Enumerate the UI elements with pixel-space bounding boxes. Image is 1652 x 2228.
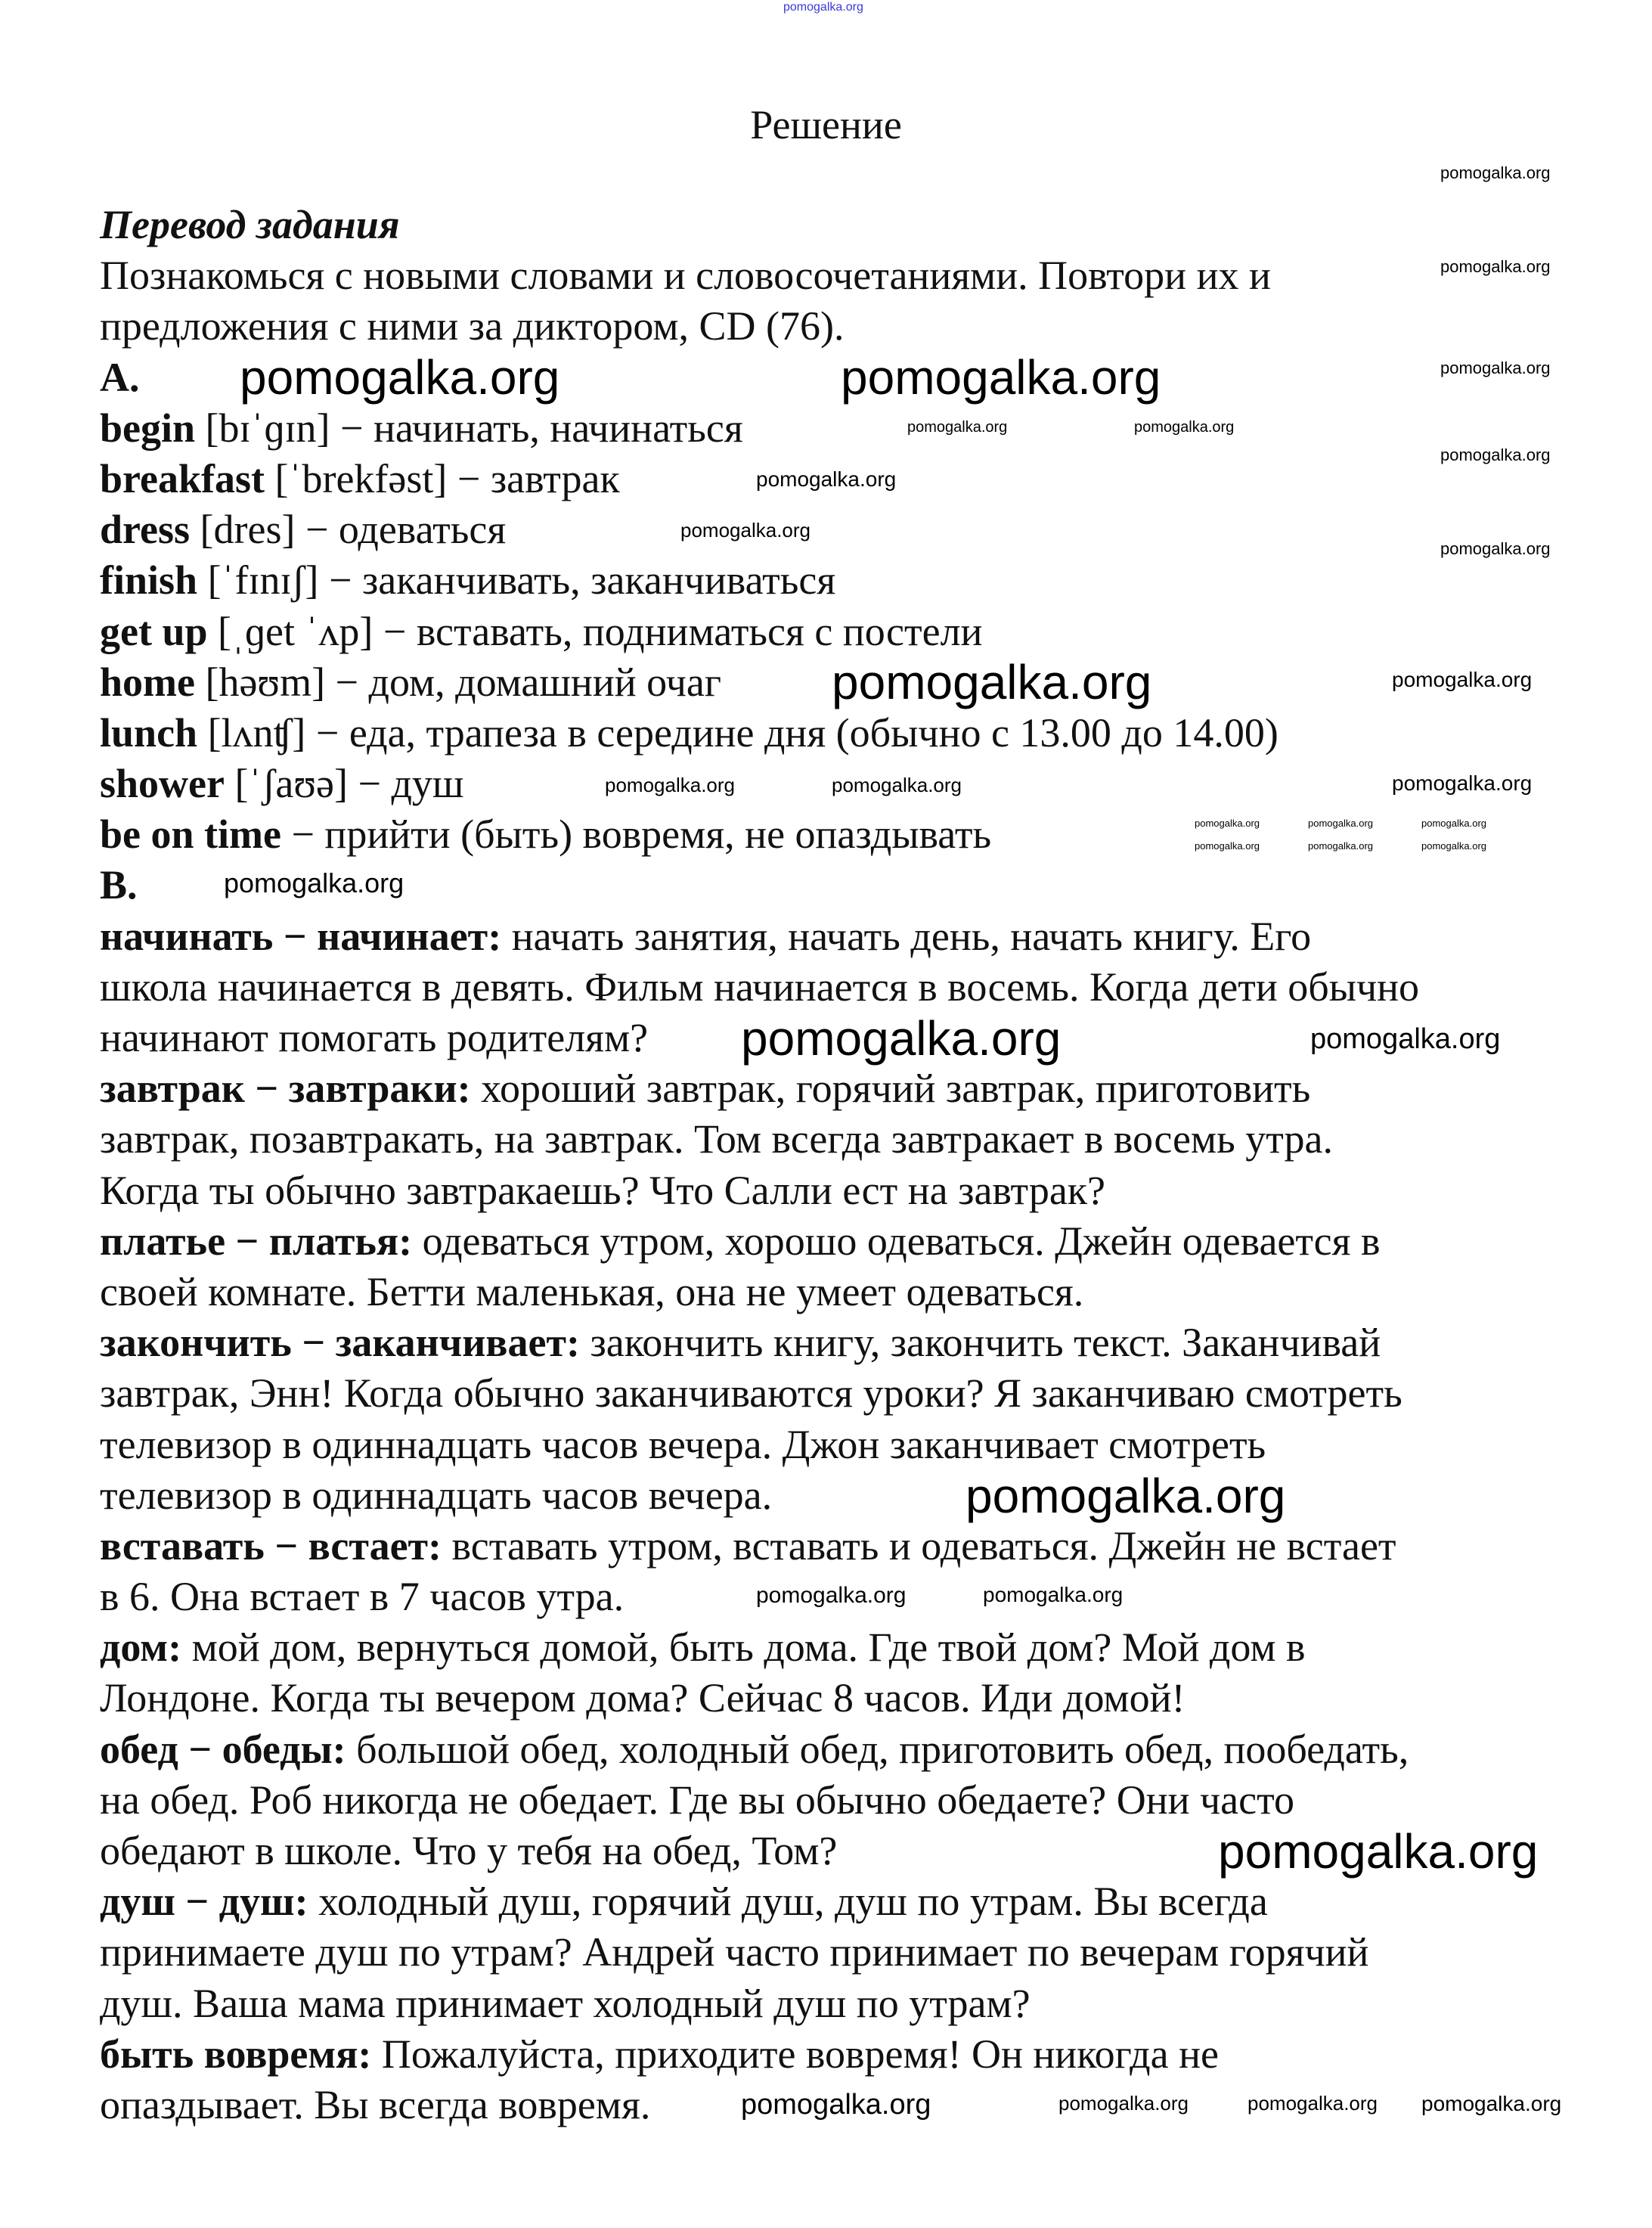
bold-term: A. (100, 354, 140, 400)
text-segment: Познакомься с новыми словами и словосочетаниями. Повтори их и (100, 253, 1271, 299)
text-segment: завтрак, Энн! Когда обычно заканчиваются уроки? Я заканчиваю смотреть (100, 1370, 1402, 1417)
text-segment: своей комнате. Бетти маленькая, она не умеет одеваться. (100, 1268, 1084, 1314)
bold-term: lunch (100, 709, 198, 756)
bold-term: get up (100, 608, 208, 654)
watermark: pomogalka.org (1421, 2092, 1562, 2115)
text-segment: вставать утром, вставать и одеваться. Джейн не встает (442, 1522, 1396, 1569)
watermark: pomogalka.org (1440, 358, 1551, 377)
text-segment: одеваться утром, хорошо одеваться. Джейн одевается в (412, 1218, 1381, 1264)
watermark: pomogalka.org (907, 419, 1008, 436)
watermark: pomogalka.org (1308, 818, 1373, 829)
bold-term: обед − обеды: (100, 1726, 346, 1772)
watermark: pomogalka.org (1392, 771, 1533, 795)
watermark: pomogalka.org (741, 1011, 1062, 1066)
text-segment: на обед. Роб никогда не обедает. Где вы обычно обедаете? Они часто (100, 1777, 1294, 1823)
bold-term: душ − душ: (100, 1879, 308, 1925)
watermark: pomogalka.org (783, 1, 863, 14)
text-line (100, 1775, 1419, 1826)
watermark: pomogalka.org (983, 1583, 1124, 1606)
text-line (100, 1216, 1419, 1267)
watermark: pomogalka.org (841, 350, 1161, 405)
bold-term: завтрак − завтраки: (100, 1066, 471, 1112)
text-segment: Когда ты обычно завтракаешь? Что Салли ест на завтрак? (100, 1167, 1105, 1213)
text-segment: [dres] − одеваться (190, 507, 507, 553)
text-line (100, 1317, 1419, 1368)
text-segment: душ. Ваша мама принимает холодный душ по утрам? (100, 1980, 1031, 2026)
text-line (100, 607, 1419, 657)
watermark: pomogalka.org (680, 519, 811, 541)
watermark: pomogalka.org (1248, 2092, 1378, 2115)
bold-term: платье − платья: (100, 1218, 413, 1264)
text-line (100, 657, 1419, 708)
text-segment: Перевод задания (100, 202, 400, 247)
text-line (100, 708, 1419, 759)
text-line (100, 1267, 1419, 1317)
text-line (100, 301, 1419, 352)
bold-term: вставать − встает: (100, 1522, 442, 1569)
bold-term: home (100, 659, 195, 705)
text-line (100, 1876, 1419, 1927)
watermark: pomogalka.org (1308, 840, 1373, 852)
watermark: pomogalka.org (1440, 257, 1551, 276)
text-line (100, 1724, 1419, 1775)
text-line (100, 2029, 1419, 2080)
section-heading (100, 200, 1419, 250)
watermark: pomogalka.org (1440, 445, 1551, 464)
bold-term: finish (100, 557, 198, 604)
watermark: pomogalka.org (1392, 668, 1533, 691)
text-segment: Пожалуйста, приходите вовремя! Он никогда не (371, 2031, 1219, 2077)
text-segment: завтрак, позавтракать, на завтрак. Том всегда завтракает в восемь утра. (100, 1116, 1333, 1162)
text-segment: [həʊm] − дом, домашний очаг (194, 659, 721, 705)
text-line (100, 1978, 1419, 2029)
watermark: pomogalka.org (605, 774, 735, 796)
watermark: pomogalka.org (1440, 539, 1551, 558)
watermark: pomogalka.org (756, 467, 897, 491)
text-line (100, 1420, 1419, 1470)
text-segment: телевизор в одиннадцать часов вечера. Джон заканчивает смотреть (100, 1421, 1266, 1467)
text-segment: опаздывает. Вы всегда вовремя. (100, 2081, 651, 2127)
bold-term: начинать − начинает: (100, 913, 502, 959)
watermark: pomogalka.org (224, 867, 404, 898)
text-segment: − прийти (быть) вовремя, не опаздывать (280, 811, 992, 858)
text-segment: закончить книгу, закончить текст. Заканчивай (579, 1320, 1381, 1366)
text-line (100, 1927, 1419, 1978)
page-title: Решение (750, 102, 902, 147)
watermark: pomogalka.org (832, 774, 962, 796)
text-line (100, 1114, 1419, 1165)
text-segment: [ˈfɪnɪʃ] − заканчивать, заканчиваться (197, 557, 836, 604)
bold-term: быть вовремя: (100, 2031, 372, 2077)
text-segment: предложения с ними за диктором, CD (76). (100, 303, 845, 349)
text-segment: Лондоне. Когда ты вечером дома? Сейчас 8 часов. Иди домой! (100, 1675, 1186, 1721)
text-segment: хороший завтрак, горячий завтрак, приготовить (470, 1066, 1311, 1112)
watermark: pomogalka.org (240, 350, 560, 405)
bold-term: be on time (100, 811, 281, 858)
text-segment: обедают в школе. Что у тебя на обед, Том? (100, 1828, 838, 1873)
watermark: pomogalka.org (1310, 1023, 1501, 1055)
text-segment: [bɪˈɡɪn] − начинать, начинаться (195, 405, 743, 451)
bold-term: B. (100, 862, 138, 908)
bold-term: закончить − заканчивает: (100, 1320, 580, 1366)
text-line (100, 250, 1419, 301)
watermark: pomogalka.org (741, 2089, 931, 2121)
watermark: pomogalka.org (1195, 840, 1260, 852)
text-segment: [ˈbrekfəst] − завтрак (265, 455, 620, 501)
text-line (100, 962, 1419, 1013)
watermark: pomogalka.org (1421, 840, 1486, 852)
text-segment: холодный душ, горячий душ, душ по утрам. Вы всегда (308, 1879, 1268, 1925)
bold-term: дом: (100, 1624, 182, 1671)
text-segment: [ˌɡet ˈʌp] − вставать, подниматься с постели (207, 608, 983, 654)
text-segment: мой дом, вернуться домой, быть дома. Где твой дом? Мой дом в (181, 1624, 1306, 1671)
text-line (100, 1368, 1419, 1419)
watermark: pomogalka.org (1440, 163, 1551, 182)
watermark: pomogalka.org (1134, 419, 1235, 436)
text-line (100, 1622, 1419, 1673)
text-line (100, 1063, 1419, 1114)
text-segment: школа начинается в девять. Фильм начинается в восемь. Когда дети обычно (100, 964, 1420, 1010)
text-segment: в 6. Она встает в 7 часов утра. (100, 1574, 625, 1620)
bold-term: begin (100, 405, 196, 451)
text-segment: [ˈʃaʊə] − душ (224, 761, 464, 807)
text-line (100, 1521, 1419, 1572)
text-line (100, 1673, 1419, 1724)
watermark: pomogalka.org (1058, 2092, 1189, 2115)
watermark: pomogalka.org (1218, 1824, 1539, 1879)
text-line (100, 1165, 1419, 1216)
bold-term: breakfast (100, 455, 265, 501)
text-segment: принимаете душ по утрам? Андрей часто принимает по вечерам горячий (100, 1929, 1369, 1975)
watermark: pomogalka.org (1421, 818, 1486, 829)
watermark: pomogalka.org (1195, 818, 1260, 829)
text-segment: начинают помогать родителям? (100, 1015, 649, 1060)
bold-term: shower (100, 761, 225, 807)
text-line (100, 555, 1419, 606)
text-segment: большой обед, холодный обед, приготовить обед, пообедать, (346, 1726, 1409, 1772)
text-segment: телевизор в одиннадцать часов вечера. (100, 1472, 773, 1518)
watermark: pomogalka.org (832, 655, 1152, 709)
text-segment: [lʌnʧ] − еда, трапеза в середине дня (обычно с 13.00 до 14.00) (197, 709, 1279, 756)
text-line (100, 911, 1419, 962)
text-segment: начать занятия, начать день, начать книгу. Его (501, 913, 1312, 959)
watermark: pomogalka.org (965, 1469, 1286, 1523)
watermark: pomogalka.org (756, 1583, 907, 1608)
bold-term: dress (100, 507, 191, 553)
text-line (100, 759, 1419, 809)
